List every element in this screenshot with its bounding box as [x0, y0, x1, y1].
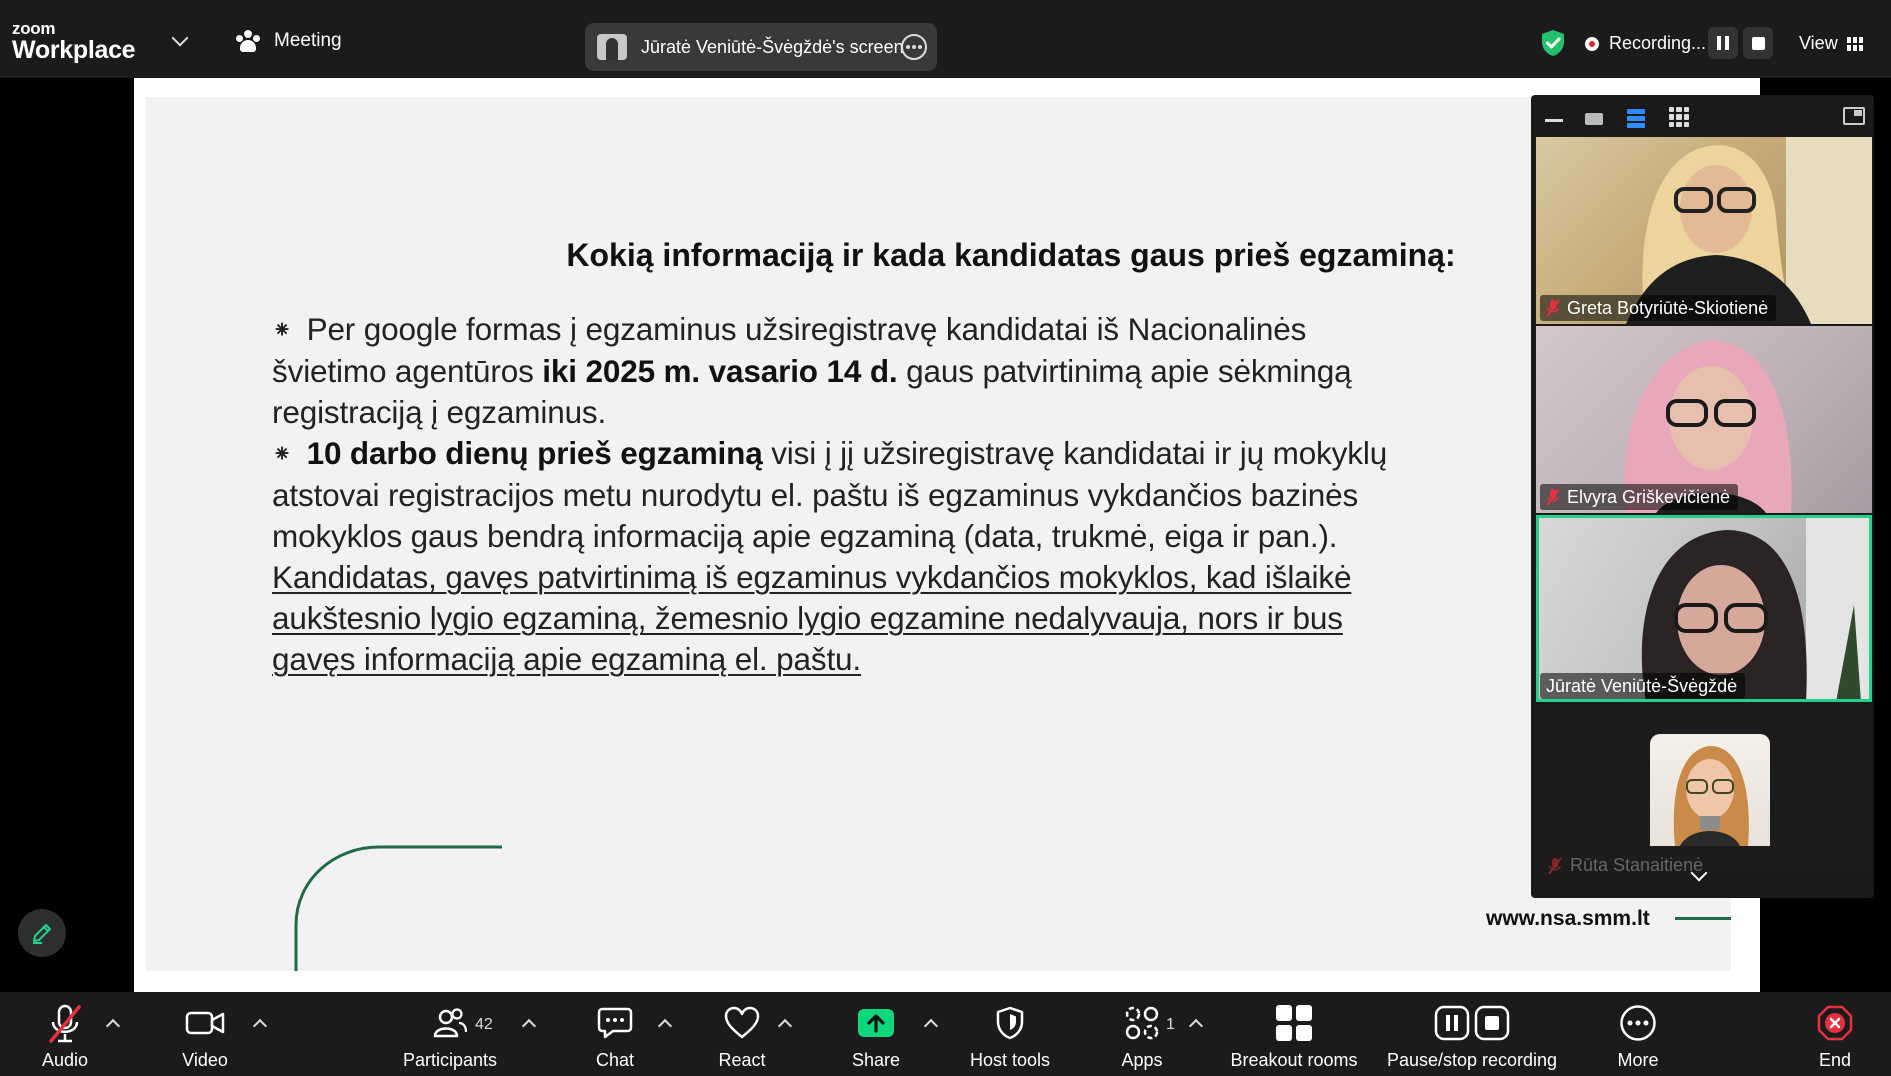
- participants-icon: [433, 998, 467, 1048]
- pause-stop-icon: [1434, 998, 1510, 1048]
- annotate-button[interactable]: [18, 909, 66, 957]
- chevron-down-icon[interactable]: [172, 30, 189, 47]
- gallery-toolbar: [1531, 95, 1874, 135]
- chat-icon: [597, 998, 633, 1048]
- pop-out-icon[interactable]: [1843, 107, 1865, 125]
- slide-decoration-arc: [294, 845, 504, 971]
- minimize-icon[interactable]: [1545, 119, 1563, 122]
- more-label: More: [1617, 1050, 1659, 1070]
- p2-underlined: Kandidatas, gavęs patvirtinimą iš egzaminus vykdančios mokyklos, kad išlaikė aukštesnio lygio egzaminą, žemesnio lygio egzamine nedalyvauja, nors ir bus gavęs informaciją apie egzaminą el. paštu.: [272, 559, 1352, 677]
- video-options-caret[interactable]: [253, 1019, 267, 1033]
- participant-tile[interactable]: [1536, 706, 1872, 874]
- participants-label: Participants: [402, 1050, 498, 1070]
- participant-tile[interactable]: [1536, 326, 1872, 513]
- share-button[interactable]: [841, 992, 911, 1076]
- audio-label: Audio: [41, 1050, 89, 1070]
- pause-recording-button[interactable]: [1708, 27, 1738, 59]
- stop-icon: [1752, 37, 1765, 50]
- end-button[interactable]: [1800, 992, 1870, 1076]
- end-label: End: [1818, 1050, 1852, 1070]
- more-icon: [1619, 998, 1657, 1048]
- participants-button[interactable]: [395, 992, 505, 1076]
- p1-text-a: Per google formas į egzaminus užsiregistravę kandidatai iš Nacionalinės švietimo agentūros: [272, 311, 1307, 389]
- zoom-logo[interactable]: [12, 20, 135, 63]
- recording-label: Recording...: [1609, 33, 1707, 53]
- share-options-caret[interactable]: [924, 1019, 938, 1033]
- bullet-icon: ⁕: [272, 441, 292, 468]
- share-up-icon: [857, 998, 895, 1048]
- end-x-icon: [1817, 998, 1853, 1048]
- share-label: Share: [851, 1050, 901, 1070]
- pause-stop-recording-button[interactable]: [1382, 992, 1562, 1076]
- host-shield-icon: [995, 998, 1025, 1048]
- apps-button[interactable]: [1107, 992, 1177, 1076]
- video-button[interactable]: [170, 992, 240, 1076]
- chat-button[interactable]: [580, 992, 650, 1076]
- apps-count: 1: [1166, 1016, 1175, 1033]
- participant-tile[interactable]: [1536, 137, 1872, 324]
- participant-name: Rūta Stanaitienė: [1570, 855, 1704, 874]
- logo-zoom-text: zoom: [12, 19, 56, 38]
- participant-name: Elvyra Griškevičienė: [1567, 486, 1731, 507]
- slide-body: [272, 309, 1402, 680]
- slide-paragraph-1: [272, 309, 1402, 433]
- camera-icon: [185, 998, 225, 1048]
- host-tools-label: Host tools: [969, 1050, 1051, 1070]
- participants-gallery: [1531, 95, 1874, 898]
- view-label: View: [1799, 33, 1838, 53]
- participant-name-tag: [1540, 484, 1738, 510]
- video-label: Video: [182, 1050, 228, 1070]
- participant-name-tag: [1548, 855, 1703, 874]
- meeting-icon: [236, 30, 260, 52]
- participant-name-tag: [1540, 673, 1745, 699]
- shield-check-icon[interactable]: [1540, 29, 1566, 57]
- more-icon[interactable]: [901, 34, 927, 60]
- view-button[interactable]: [1799, 33, 1863, 54]
- p2-text: visi į jį užsiregistravę kandidatai ir jų mokyklų atstovai registracijos metu nurodytu el. paštu iš egzaminus vykdančios bazinės mokyklos gaus bendrą informaciją apie egzaminą (data, trukmė, eiga ir pan.).: [272, 435, 1388, 554]
- strip-view-icon[interactable]: [1627, 109, 1645, 127]
- grid-icon: [1847, 37, 1863, 51]
- chat-label: Chat: [595, 1050, 635, 1070]
- react-label: React: [718, 1050, 766, 1070]
- slide-paragraph-2: [272, 433, 1402, 680]
- speaker-view-icon[interactable]: [1585, 113, 1603, 125]
- meeting-label: Meeting: [274, 30, 342, 51]
- stop-recording-button[interactable]: [1743, 27, 1773, 59]
- pause-stop-label: Pause/stop recording: [1386, 1050, 1558, 1070]
- mic-off-icon: [1548, 857, 1562, 875]
- p1-date: iki 2025 m. vasario 14 d.: [542, 353, 898, 389]
- pause-icon: [1717, 36, 1729, 50]
- audio-button[interactable]: [30, 992, 100, 1076]
- apps-icon: [1124, 998, 1160, 1048]
- screen-share-indicator[interactable]: [585, 23, 937, 71]
- slide-title: Kokią informaciją ir kada kandidatas gaus prieš egzaminą:: [566, 237, 1456, 273]
- apps-options-caret[interactable]: [1189, 1019, 1203, 1033]
- presenter-thumbnail: [597, 34, 627, 60]
- gallery-grid-icon[interactable]: [1669, 107, 1689, 127]
- top-bar: [0, 0, 1891, 78]
- heart-icon: [723, 998, 761, 1048]
- participant-name-tag: [1540, 295, 1776, 321]
- presentation-slide: [146, 97, 1731, 971]
- slide-url-line: [1675, 917, 1731, 920]
- more-button[interactable]: [1603, 992, 1673, 1076]
- participants-count: 42: [475, 1016, 493, 1033]
- screen-label: Jūratė Veniūtė-Švėgždė's screen: [641, 36, 904, 57]
- p2-bold: 10 darbo dienų prieš egzaminą: [306, 435, 763, 471]
- avatar: [1650, 734, 1770, 846]
- mic-off-icon: [1546, 488, 1560, 506]
- participants-options-caret[interactable]: [522, 1019, 536, 1033]
- react-options-caret[interactable]: [778, 1019, 792, 1033]
- mic-off-icon: [1546, 299, 1560, 317]
- participant-tile-active[interactable]: [1536, 515, 1872, 702]
- host-tools-button[interactable]: [960, 992, 1060, 1076]
- p1-text-c: gaus patvirtinimą apie sėkmingą registraciją į egzaminus.: [272, 353, 1352, 430]
- breakout-label: Breakout rooms: [1230, 1050, 1358, 1070]
- record-dot-icon: [1585, 37, 1599, 51]
- meeting-button[interactable]: [236, 30, 342, 52]
- react-button[interactable]: [707, 992, 777, 1076]
- mic-off-icon: [47, 998, 83, 1048]
- recording-indicator[interactable]: [1585, 33, 1706, 54]
- chat-options-caret[interactable]: [658, 1019, 672, 1033]
- audio-options-caret[interactable]: [106, 1019, 120, 1033]
- meeting-toolbar: [0, 992, 1891, 1076]
- recording-controls: [1708, 27, 1773, 59]
- breakout-icon: [1275, 998, 1313, 1048]
- apps-label: Apps: [1121, 1050, 1163, 1070]
- slide-url: www.nsa.smm.lt: [1486, 907, 1650, 930]
- pen-icon: [30, 921, 54, 945]
- bullet-icon: ⁕: [272, 317, 292, 344]
- breakout-rooms-button[interactable]: [1224, 992, 1364, 1076]
- logo-workplace-text: Workplace: [12, 36, 136, 64]
- participant-name: Greta Botyriūtė-Skiotienė: [1567, 297, 1769, 318]
- participant-name: Jūratė Veniūtė-Švėgždė: [1546, 675, 1738, 696]
